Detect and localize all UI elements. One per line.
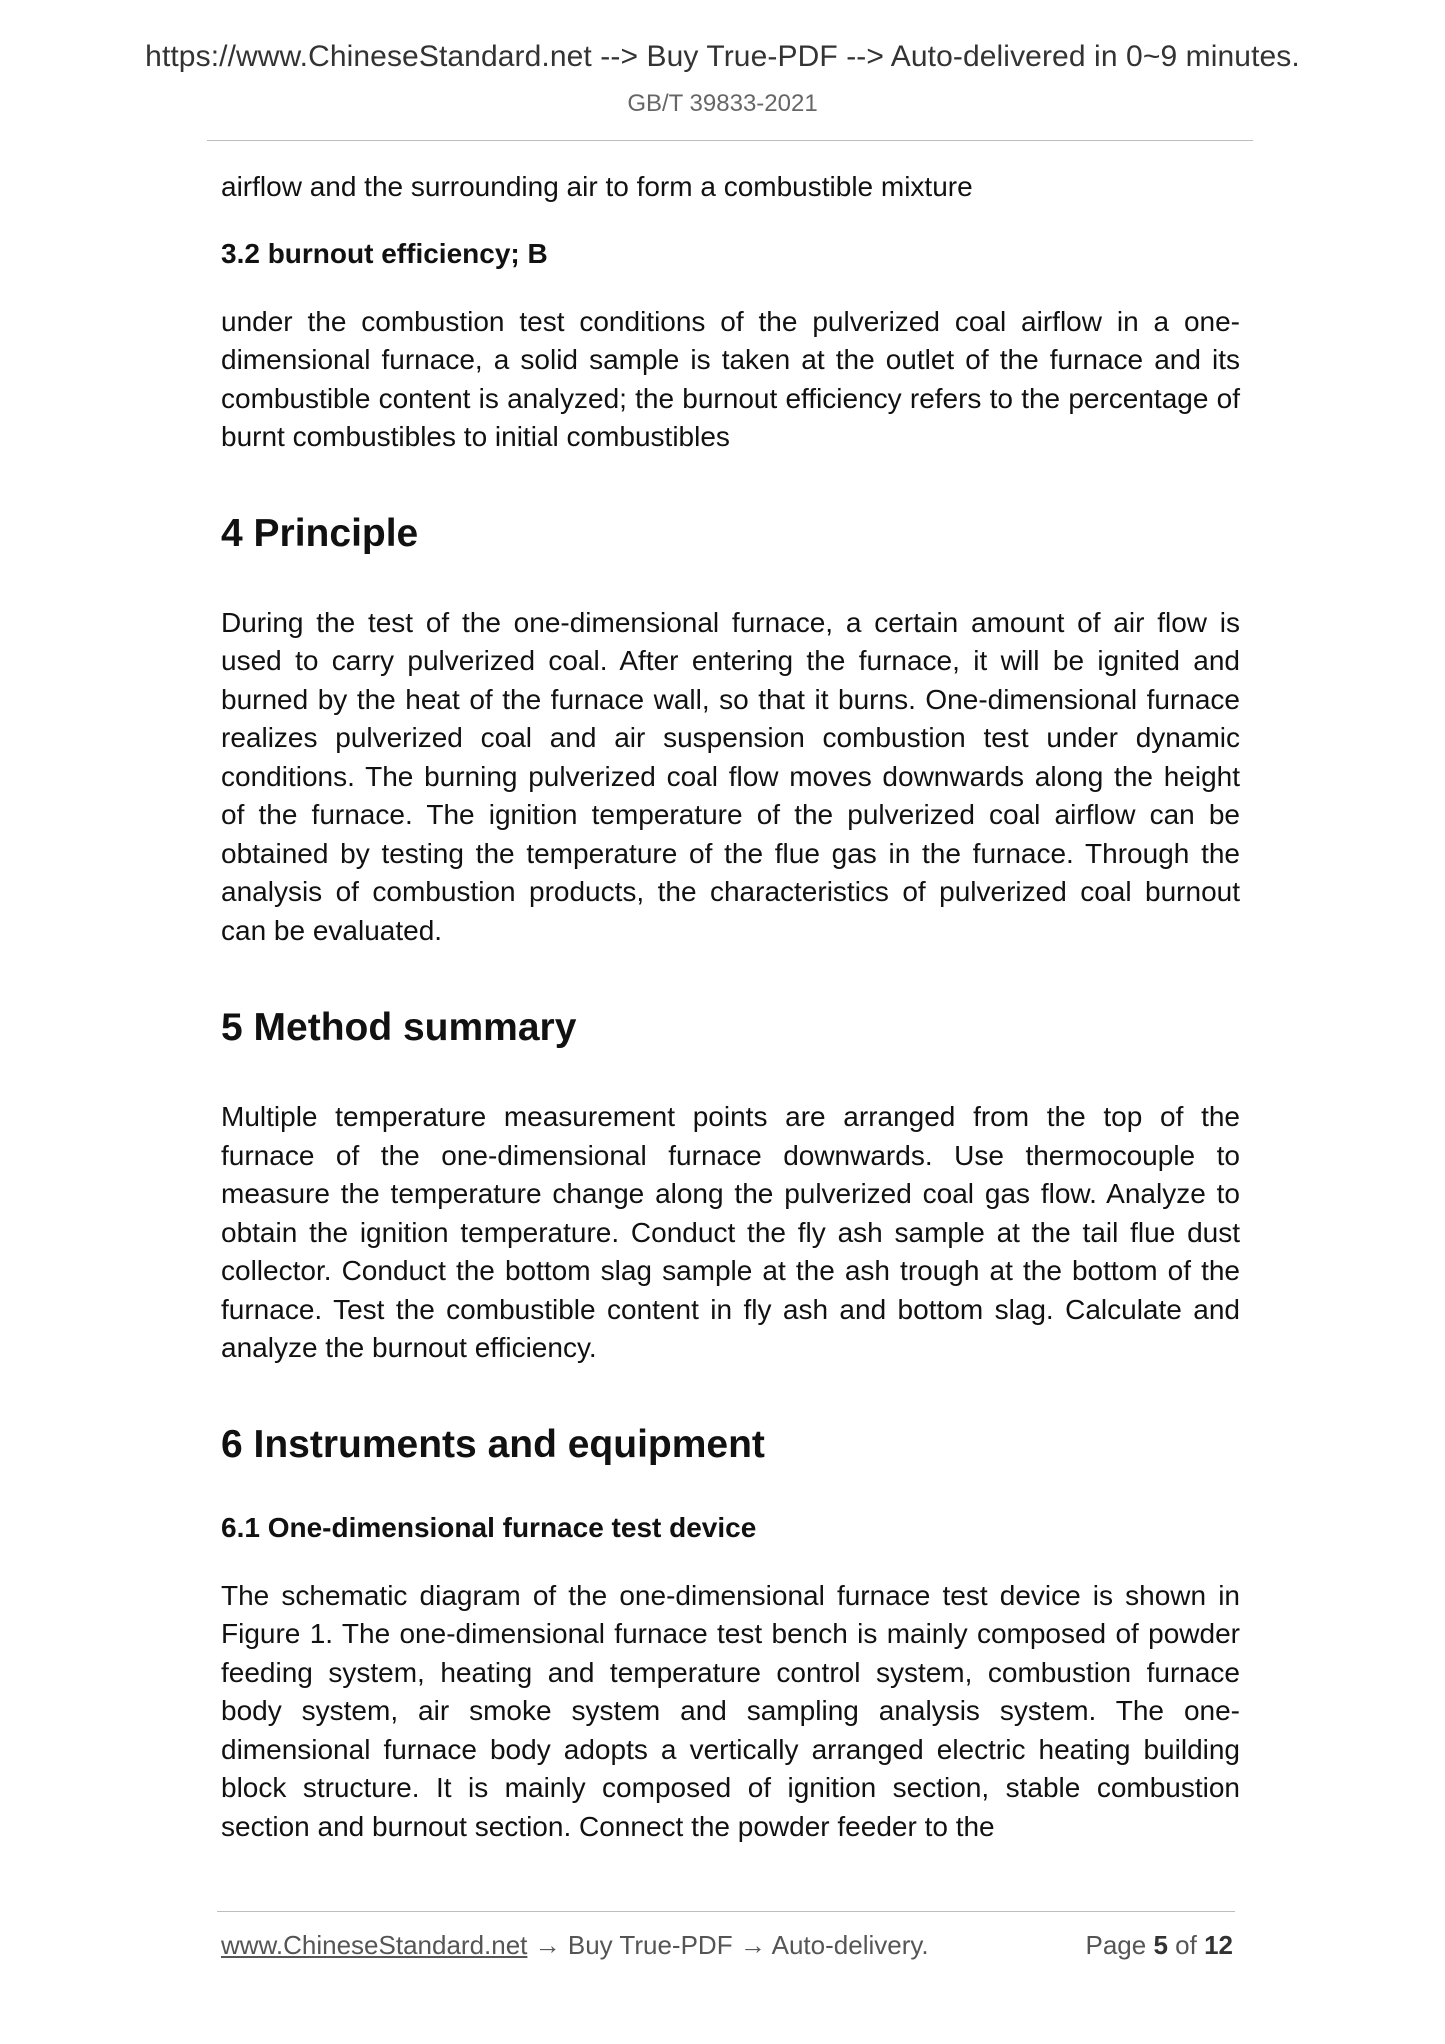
section-heading-6: 6 Instruments and equipment	[221, 1422, 765, 1466]
auto-delivery-text: Auto-delivery.	[771, 1930, 929, 1960]
paragraph-5: Multiple temperature measurement points are arranged from the top of the furnace of the one-dimensional furnace downwards. Use thermocouple to measure the temperature change along the pulverized coal gas flow. Analyze to obtain the ignition temperature. Conduct the fly ash sample at the tail flue dust collector. Conduct the bottom slag sample at the ash trough at the bottom of the furnace. Test the combustible content in fly ash and bottom slag. Calculate and analyze the burnout efficiency.	[221, 1101, 1240, 1363]
footer-divider	[217, 1911, 1235, 1912]
arrow-right-icon: →	[739, 1930, 766, 1960]
paragraph-6-1: The schematic diagram of the one-dimensional furnace test device is shown in Figure 1. The one-dimensional furnace test bench is mainly composed of powder feeding system, heating and temperature control system, combustion furnace body system, air smoke system and sampling analysis system. The one-dimensional furnace body adopts a vertically arranged electric heating building block structure. It is mainly composed of ignition section, stable combustion section and burnout section. Connect the powder feeder to the	[221, 1579, 1240, 1842]
site-link[interactable]: www.ChineseStandard.net	[221, 1930, 528, 1960]
section-heading-4: 4 Principle	[221, 511, 419, 555]
page-number: 5	[1153, 1930, 1168, 1960]
paragraph-continuation: airflow and the surrounding air to form a combustible mixture	[221, 171, 973, 202]
page-label: Page	[1085, 1930, 1147, 1960]
subsection-heading-3-2: 3.2 burnout efficiency; B	[221, 237, 548, 269]
footer-links	[221, 1930, 929, 1961]
document-code: GB/T 39833-2021	[627, 90, 818, 117]
top-banner: https://www.ChineseStandard.net --> Buy True-PDF --> Auto-delivered in 0~9 minutes.	[145, 40, 1300, 73]
page-indicator	[1085, 1930, 1233, 1961]
page-total: 12	[1204, 1930, 1233, 1960]
arrow-right-icon: →	[534, 1930, 561, 1960]
page-content	[221, 168, 1240, 1846]
paragraph-4: During the test of the one-dimensional furnace, a certain amount of air flow is used to carry pulverized coal. After entering the furnace, it will be ignited and burned by the heat of the furnace wall, so that it burns. One-dimensional furnace realizes pulverized coal and air suspension combustion test under dynamic conditions. The burning pulverized coal flow moves downwards along the height of the furnace. The ignition temperature of the pulverized coal airflow can be obtained by testing the temperature of the flue gas in the furnace. Through the analysis of combustion products, the characteristics of pulverized coal burnout can be evaluated.	[221, 606, 1240, 946]
header-divider	[207, 140, 1253, 141]
buy-true-pdf-text: Buy True-PDF	[567, 1930, 733, 1960]
section-heading-5: 5 Method summary	[221, 1006, 577, 1049]
paragraph-3-2: under the combustion test conditions of the pulverized coal airflow in a one-dimensional furnace, a solid sample is taken at the outlet of the furnace and its combustible content is analyzed; the burnout efficiency refers to the percentage of burnt combustibles to initial combustibles	[221, 305, 1240, 452]
subsection-heading-6-1: 6.1 One-dimensional furnace test device	[221, 1511, 757, 1543]
of-label: of	[1175, 1930, 1197, 1960]
